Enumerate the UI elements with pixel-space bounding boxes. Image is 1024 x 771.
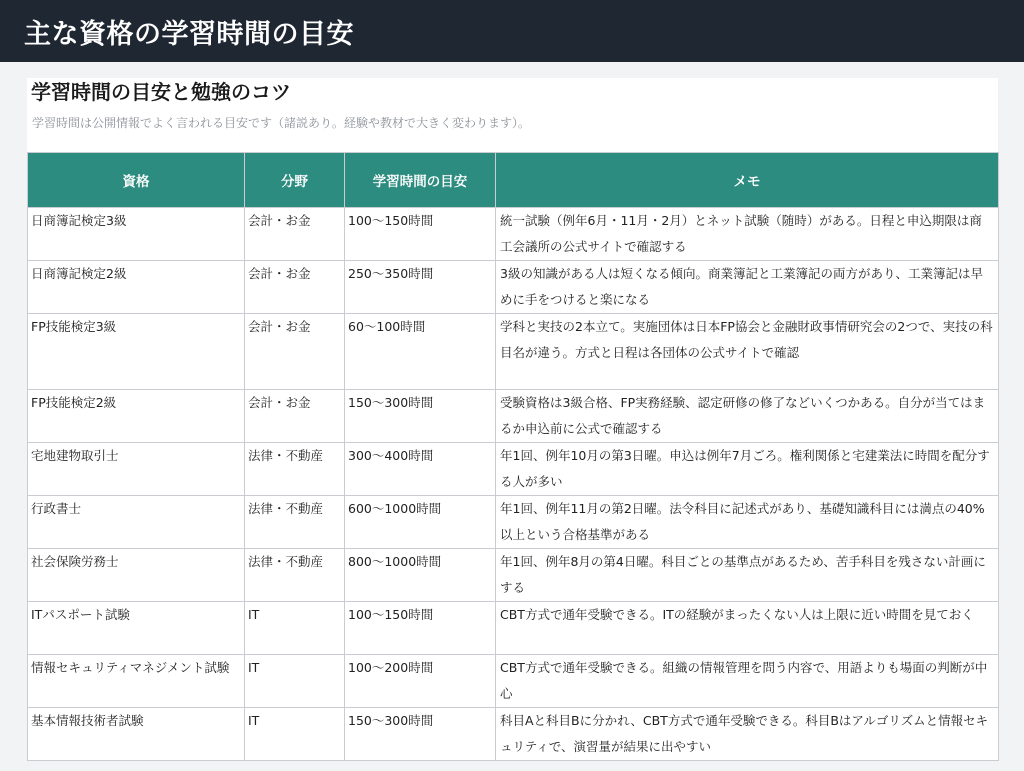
column-header-field: 分野 [245, 153, 345, 208]
section-title: 学習時間の目安と勉強のコツ [31, 80, 291, 104]
page-title: 主な資格の学習時間の目安 [24, 18, 354, 50]
content-card [27, 78, 998, 761]
memo-cell: CBT方式で通年受験できる。組織の情報管理を問う内容で、用語よりも場面の判断が中心 [496, 655, 999, 708]
table-row [28, 549, 999, 602]
study-hours-cell: 100〜150時間 [345, 602, 496, 655]
field-cell: IT [245, 708, 345, 761]
study-hours-cell: 150〜300時間 [345, 708, 496, 761]
qualification-cell: FP技能検定3級 [28, 314, 245, 390]
memo-cell: 年1回、例年10月の第3日曜。申込は例年7月ごろ。権利関係と宅建業法に時間を配分する人が多い [496, 443, 999, 496]
memo-cell: 受験資格は3級合格、FP実務経験、認定研修の修了などいくつかある。自分が当てはまるか申込前に公式で確認する [496, 390, 999, 443]
field-cell: IT [245, 655, 345, 708]
memo-cell: CBT方式で通年受験できる。ITの経験がまったくない人は上限に近い時間を見ておく [496, 602, 999, 655]
memo-cell: 3級の知識がある人は短くなる傾向。商業簿記と工業簿記の両方があり、工業簿記は早めに手をつけると楽になる [496, 261, 999, 314]
study-hours-cell: 100〜200時間 [345, 655, 496, 708]
study-hours-cell: 250〜350時間 [345, 261, 496, 314]
qualification-cell: FP技能検定2級 [28, 390, 245, 443]
table-row [28, 602, 999, 655]
memo-cell: 科目Aと科目Bに分かれ、CBT方式で通年受験できる。科目Bはアルゴリズムと情報セキュリティで、演習量が結果に出やすい [496, 708, 999, 761]
field-cell: 会計・お金 [245, 208, 345, 261]
table-row [28, 314, 999, 390]
study-hours-cell: 60〜100時間 [345, 314, 496, 390]
table-body [28, 208, 999, 761]
study-hours-cell: 600〜1000時間 [345, 496, 496, 549]
qualification-cell: 行政書士 [28, 496, 245, 549]
memo-cell: 年1回、例年11月の第2日曜。法令科目に記述式があり、基礎知識科目には満点の40%以上という合格基準がある [496, 496, 999, 549]
section-header [27, 78, 998, 152]
memo-cell: 統一試験（例年6月・11月・2月）とネット試験（随時）がある。日程と申込期限は商工会議所の公式サイトで確認する [496, 208, 999, 261]
table-row [28, 261, 999, 314]
qualification-cell: 基本情報技術者試験 [28, 708, 245, 761]
study-hours-cell: 800〜1000時間 [345, 549, 496, 602]
study-hours-cell: 300〜400時間 [345, 443, 496, 496]
column-header-study-hours: 学習時間の目安 [345, 153, 496, 208]
study-hours-cell: 100〜150時間 [345, 208, 496, 261]
study-hours-cell: 150〜300時間 [345, 390, 496, 443]
qualification-cell: 日商簿記検定2級 [28, 261, 245, 314]
table-row [28, 655, 999, 708]
field-cell: 会計・お金 [245, 390, 345, 443]
table-row [28, 390, 999, 443]
field-cell: 法律・不動産 [245, 549, 345, 602]
column-header-memo: メモ [496, 153, 999, 208]
memo-cell: 学科と実技の2本立て。実施団体は日本FP協会と金融財政事情研究会の2つで、実技の科目名が違う。方式と日程は各団体の公式サイトで確認 [496, 314, 999, 390]
qualification-cell: 情報セキュリティマネジメント試験 [28, 655, 245, 708]
field-cell: 会計・お金 [245, 261, 345, 314]
table-header [28, 153, 999, 208]
table-row [28, 443, 999, 496]
qualification-cell: 日商簿記検定3級 [28, 208, 245, 261]
table-row [28, 708, 999, 761]
field-cell: 法律・不動産 [245, 496, 345, 549]
table-row [28, 496, 999, 549]
qualification-cell: 宅地建物取引士 [28, 443, 245, 496]
qualification-cell: ITパスポート試験 [28, 602, 245, 655]
column-header-qualification: 資格 [28, 153, 245, 208]
field-cell: 法律・不動産 [245, 443, 345, 496]
memo-cell: 年1回、例年8月の第4日曜。科目ごとの基準点があるため、苦手科目を残さない計画にする [496, 549, 999, 602]
section-subtitle: 学習時間は公開情報でよく言われる目安です（諸説あり。経験や教材で大きく変わります）。 [32, 116, 531, 130]
top-bar [0, 0, 1024, 62]
qualification-cell: 社会保険労務士 [28, 549, 245, 602]
table-row [28, 208, 999, 261]
study-hours-table [27, 152, 999, 761]
field-cell: 会計・お金 [245, 314, 345, 390]
field-cell: IT [245, 602, 345, 655]
